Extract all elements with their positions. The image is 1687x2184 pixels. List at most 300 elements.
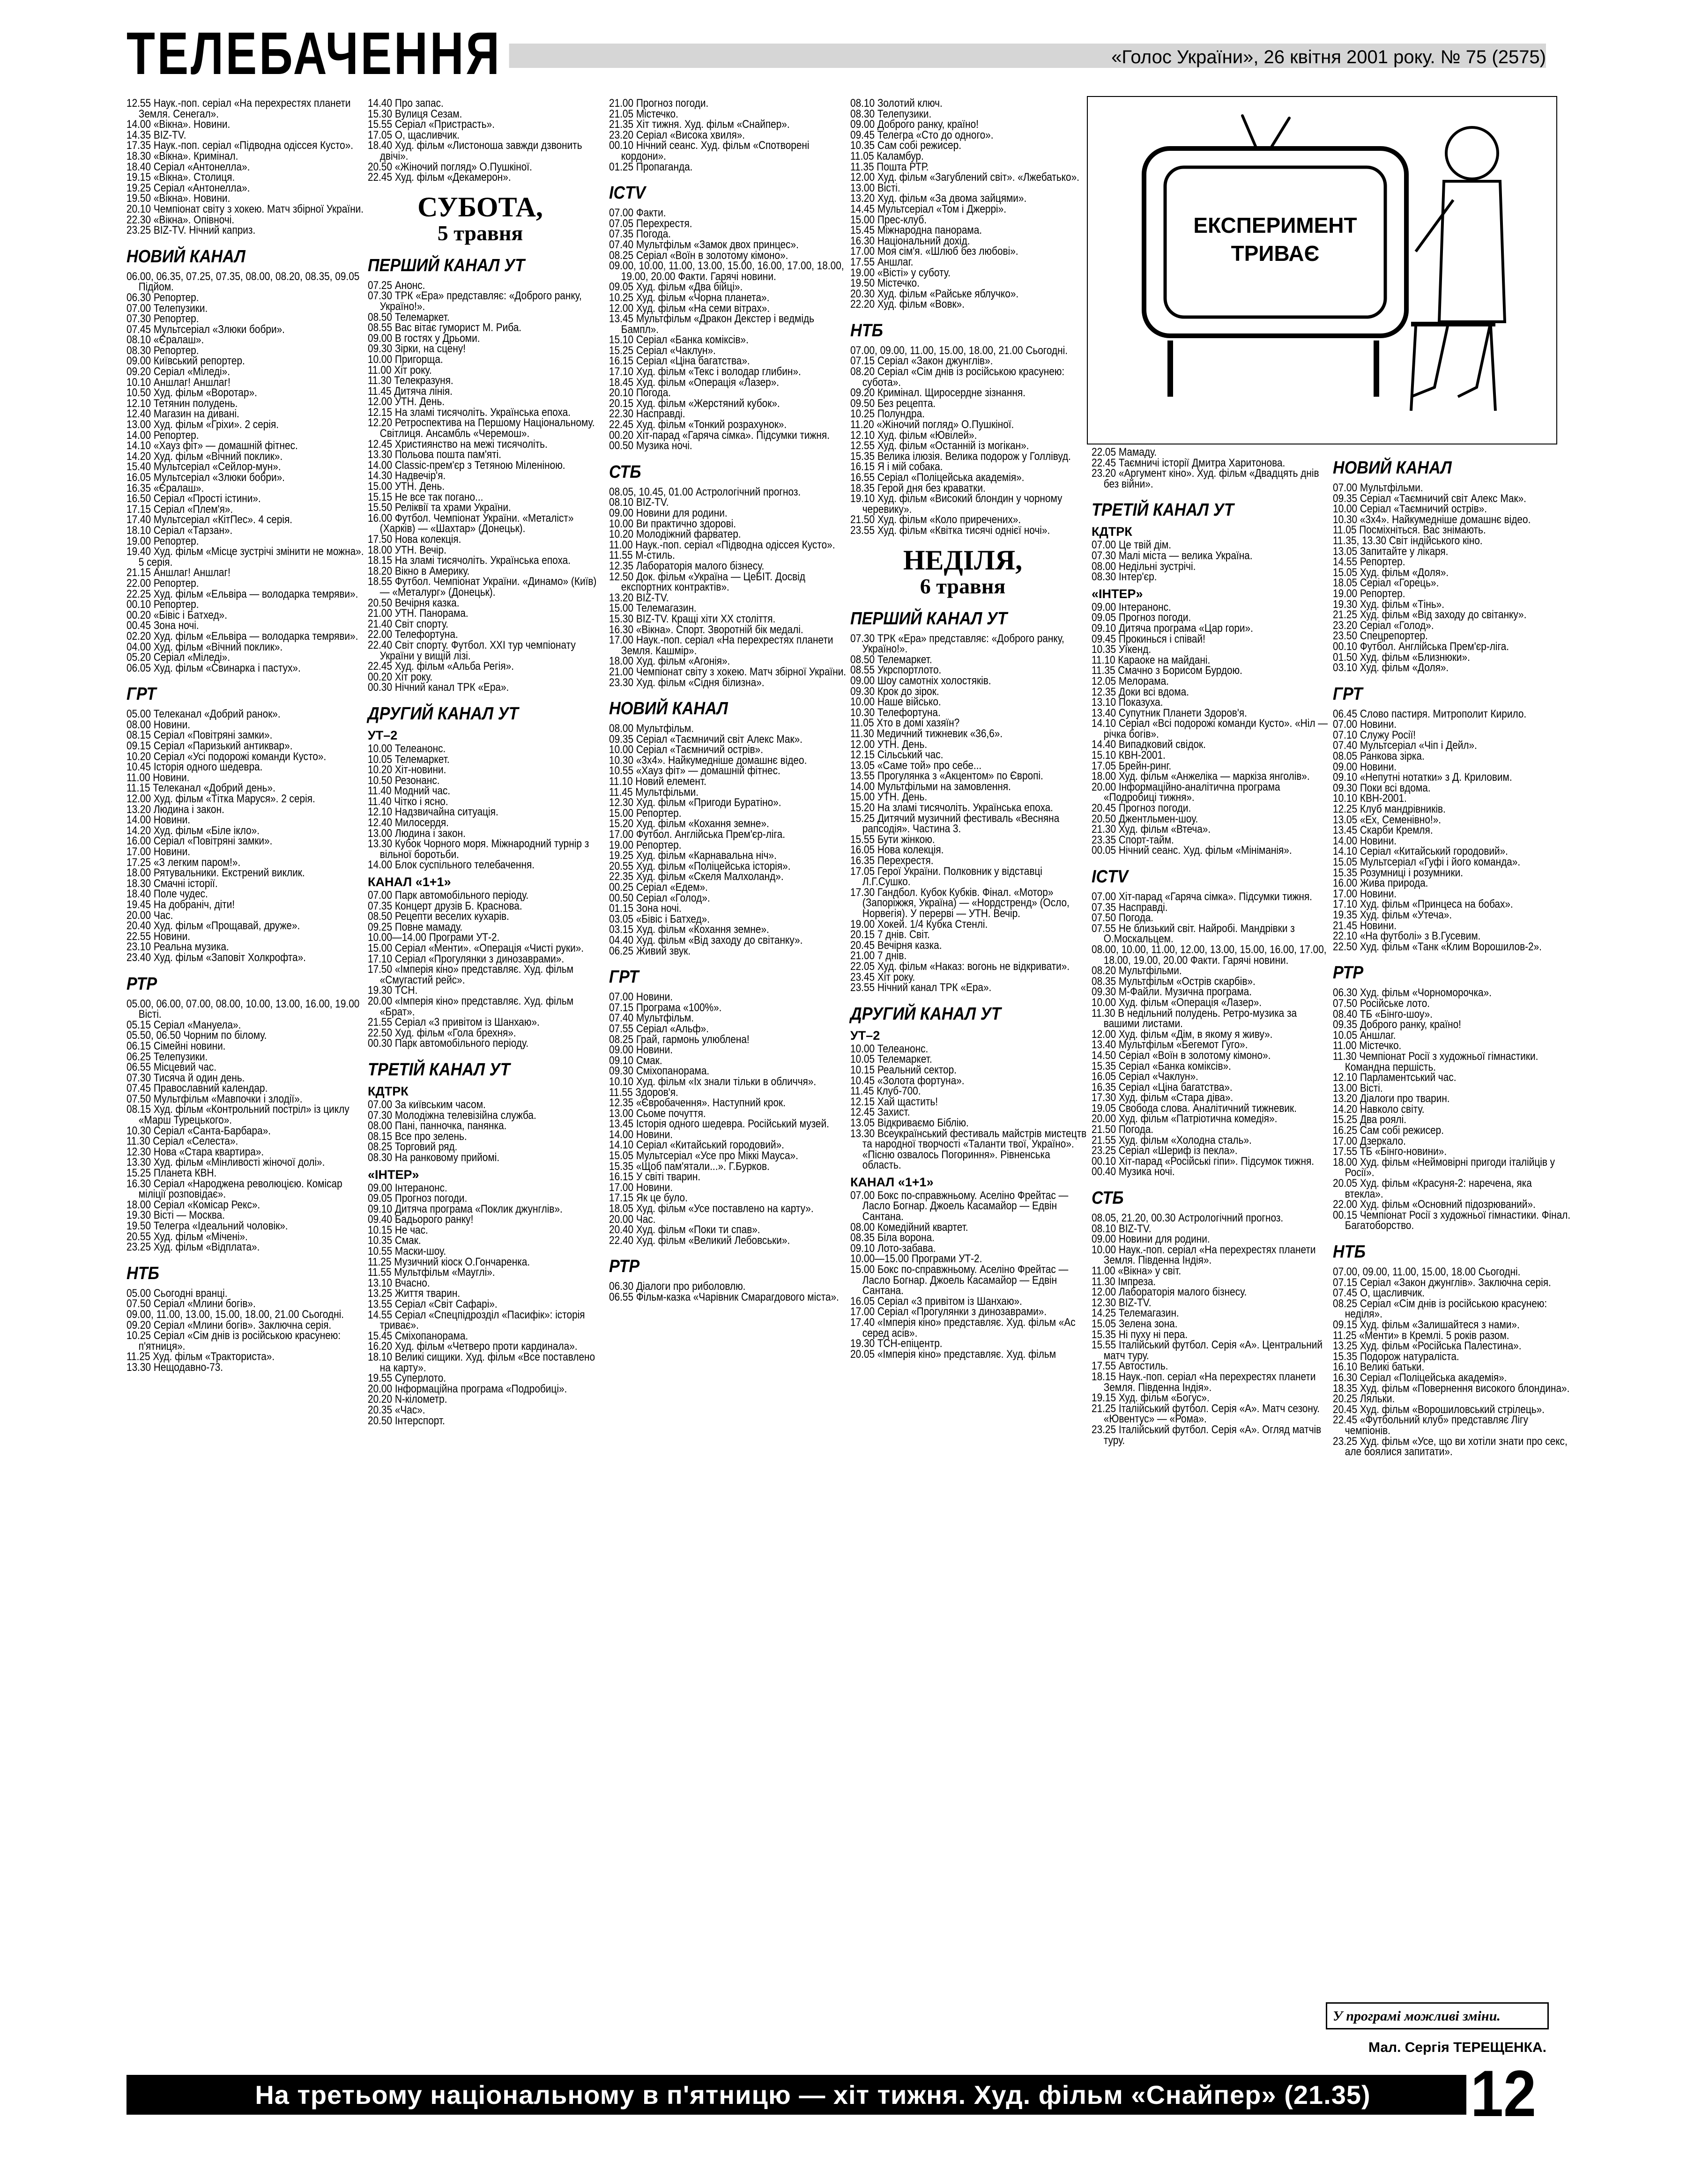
- program-entry: 22.55 Новини.: [126, 930, 190, 943]
- program-entry: 18.30 Смачні історії.: [126, 877, 218, 890]
- program-entry: 13.05 «Саме той» про себе...: [850, 759, 982, 772]
- program-entry: 07.00 Бокс по-справжньому. Аселіно Фрейтас — Ласло Богнар. Джоель Касамайор — Едвін Сантана.: [850, 1189, 1069, 1223]
- program-entry: 10.20 Молодіжний фарватер.: [609, 528, 741, 541]
- program-entry: 18.20 Вікно в Америку.: [368, 564, 470, 577]
- program-entry: 21.50 Погода.: [1092, 1123, 1154, 1136]
- program-entry: 01.50 Худ. фільм «Близнюки».: [1333, 651, 1470, 664]
- program-entry: 07.50 Серіал «Млини богів».: [126, 1297, 256, 1310]
- program-entry: 16.05 Серіал «Чаклун».: [1092, 1070, 1198, 1083]
- program-entry: 08.10 «Єралаш».: [126, 333, 204, 347]
- program-entry: 11.05 Хто в домі хазяїн?: [850, 717, 960, 730]
- subchannel-heading: «ІНТЕР»: [368, 1167, 419, 1182]
- subchannel-heading: КАНАЛ «1+1»: [368, 875, 451, 889]
- program-entry: 22.50 Худ. фільм «Танк «Клим Ворошилов-2».: [1333, 940, 1542, 953]
- program-entry: 07.50 Мультфільм «Мавпочки і злодії».: [126, 1092, 303, 1105]
- program-entry: 16.05 Мультсеріал «Злюки бобри».: [126, 471, 285, 484]
- program-entry: 09.50 Без рецепта.: [850, 397, 936, 410]
- program-entry: 17.05 Герої України. Полковник у відставці Л.Г.Сушко.: [850, 865, 1042, 888]
- program-entry: 17.40 «Імперія кіно» представляє. Худ. фільм «Ас серед асів».: [850, 1316, 1076, 1340]
- program-entry: 20.45 Худ. фільм «Ворошиловський стрілець».: [1333, 1403, 1545, 1416]
- program-entry: 15.35 Подорож натураліста.: [1333, 1350, 1459, 1363]
- program-entry: 09.30 Зірки, на сцену!: [368, 342, 466, 355]
- program-entry: 11.30 В недільний полудень. Ретро-музика за вашими листами.: [1092, 1007, 1297, 1030]
- program-entry: 14.40 Про запас.: [368, 97, 444, 110]
- program-entry: 10.00—14.00 Програми УТ-2.: [368, 931, 500, 944]
- channel-heading: НТБ: [850, 320, 883, 341]
- program-entry: 10.10 КВН-2001.: [1333, 792, 1407, 805]
- program-entry: 09.00, 10.00, 11.00, 13.00, 15.00, 16.00, 17.00, 18.00, 19.00, 20.00 Факти. Гарячі новини.: [609, 259, 844, 283]
- program-entry: 11.35 Смачно з Борисом Бурдою.: [1092, 664, 1242, 677]
- program-entry: 09.00 Київський репортер.: [126, 355, 245, 368]
- program-entry: 23.25 BIZ-TV. Нічний каприз.: [126, 224, 256, 237]
- program-entry: 22.45 Худ. фільм «Декамерон».: [368, 171, 511, 184]
- program-entry: 12.05 Мелорама.: [1092, 674, 1169, 688]
- program-entry: 20.00 Інформаційно-аналітична програма «Подробиці тижня».: [1092, 780, 1280, 804]
- program-entry: 12.25 Клуб мандрівників.: [1333, 803, 1446, 816]
- channel-heading: ГРТ: [609, 967, 639, 987]
- program-entry: 13.55 Прогулянка з «Акцентом» по Європі.: [850, 770, 1043, 783]
- program-entry: 13.30 Нещодавно-73.: [126, 1361, 223, 1374]
- program-entry: 10.00 Наук.-поп. серіал «На перехрестях планети Земля. Південна Індія».: [1092, 1243, 1316, 1267]
- program-entry: 08.20 Мультфільми.: [1092, 964, 1182, 977]
- program-entry: 08.20 Серіал «Сім днів із російською красунею: субота».: [850, 365, 1065, 389]
- program-entry: 15.25 Два роялі.: [1333, 1113, 1407, 1126]
- program-entry: 23.50 Спецрепортер.: [1333, 629, 1428, 643]
- channel-heading: НОВИЙ КАНАЛ: [126, 246, 245, 267]
- program-entry: 06.30 Діалоги про риболовлю.: [609, 1280, 746, 1293]
- program-entry: 11.00 Містечко.: [1333, 1039, 1402, 1052]
- program-entry: 14.00 Classic-прем'єр з Тетяною Міленіною.: [368, 459, 565, 472]
- program-entry: 10.00 Худ. фільм «Операція «Лазер».: [1092, 996, 1262, 1009]
- program-entry: 23.35 Спорт-тайм.: [1092, 833, 1174, 846]
- program-entry: 14.50 Серіал «Воїн в золотому кімоно».: [1092, 1049, 1271, 1062]
- program-entry: 14.40 Випадковий свідок.: [1092, 738, 1206, 751]
- program-entry: 14.10 Серіал «Всі подорожі команди Кусто». «Ніл — річка богів».: [1092, 717, 1328, 740]
- channel-heading: ПЕРШИЙ КАНАЛ УТ: [850, 608, 1007, 629]
- program-entry: 11.40 Чіткo і ясно.: [368, 795, 448, 808]
- program-entry: 23.25 Серіал «Шериф із пекла».: [1092, 1144, 1238, 1157]
- program-entry: 09.20 Серіал «Млини богів». Заключна серія.: [126, 1318, 332, 1332]
- listing-column-4: [850, 97, 1087, 1361]
- program-entry: 09.35 Серіал «Таємничий світ Алекс Мак».: [1333, 492, 1526, 505]
- program-entry: 20.55 Худ. фільм «Поліцейська історія».: [609, 859, 791, 873]
- program-entry: 13.20 Людина і закон.: [126, 803, 224, 816]
- program-entry: 09.20 Серіал «Міледі».: [126, 365, 230, 378]
- program-entry: 00.40 Музика ночі.: [1092, 1165, 1175, 1178]
- program-entry: 07.40 Мультфільм.: [609, 1012, 694, 1025]
- channel-heading: ICTV: [1092, 867, 1128, 887]
- program-entry: 01.15 Зона ночі.: [609, 902, 682, 915]
- footer-banner: [126, 2075, 1499, 2115]
- program-entry: 10.30 «3х4». Найкумедніше домашнє відео.: [1333, 513, 1531, 526]
- viewer-figure: [1411, 127, 1505, 397]
- program-entry: 09.20 Кримінал. Щиросердне зізнання.: [850, 386, 1026, 400]
- program-entry: 12.55 Худ. фільм «Останній із могікан».: [850, 439, 1029, 452]
- program-entry: 20.05 Худ. фільм «Красуня-2: наречена, яка втекла».: [1333, 1177, 1532, 1200]
- program-entry: 10.10 Аншлаг! Аншлаг!: [126, 376, 230, 389]
- program-entry: 00.10 Нічний сеанс. Худ. фільм «Спотворені кордони».: [609, 139, 810, 163]
- section-title: ТЕЛЕБАЧЕННЯ: [126, 26, 509, 82]
- program-entry: 18.40 Серіал «Антонелла».: [126, 160, 250, 173]
- program-entry: 14.30 Надвечір'я.: [368, 469, 446, 482]
- program-entry: 15.05 Мультсеріал «Гуфі і його команда».: [1333, 856, 1521, 868]
- program-entry: 16.00 Футбол. Чемпіонат України. «Металіст» (Харків) — «Шахтар» (Донецьк).: [368, 511, 574, 535]
- program-entry: 17.00 Новини.: [609, 1181, 673, 1194]
- program-entry: 10.20 Серіал «Усі подорожі команди Кусто».: [126, 750, 327, 763]
- program-entry: 12.35 Доки всі вдома.: [1092, 685, 1189, 698]
- program-entry: 12.10 Надзвичайна ситуація.: [368, 806, 498, 819]
- subchannel-heading: КАНАЛ «1+1»: [850, 1175, 934, 1189]
- program-entry: 16.35 «Єралаш».: [126, 481, 204, 495]
- program-entry: 23.20 «Аргумент кіно». Худ. фільм «Двадцять днів без війни».: [1092, 467, 1319, 490]
- program-entry: 20.50 Джентльмен-шоу.: [1092, 812, 1198, 825]
- program-entry: 21.00 Прогноз погоди.: [609, 97, 709, 110]
- program-entry: 21.40 Світ спорту.: [368, 617, 449, 630]
- program-entry: 12.50 Док. фільм «Україна — ЦеБІТ. Досвід експортних контрактів».: [609, 570, 805, 594]
- program-entry: 09.10 «Непутні нотатки» з Д. Криловим.: [1333, 771, 1512, 784]
- program-entry: 10.00 Серіал «Таємничий острів».: [1333, 503, 1487, 516]
- program-entry: 18.35 Герой дня без краватки.: [850, 481, 986, 495]
- program-entry: 10.45 «Золота фортуна».: [850, 1074, 965, 1087]
- program-entry: 20.35 «Час».: [368, 1403, 425, 1416]
- program-entry: 14.10 Серіал «Китайський городовий».: [609, 1139, 784, 1152]
- program-entry: 08.10 BIZ-TV.: [609, 496, 669, 509]
- program-entry: 11.30 Серіал «Селеста».: [126, 1135, 238, 1148]
- program-entry: 07.00 Телепузики.: [126, 302, 208, 315]
- program-entry: 17.15 Серіал «Плем'я».: [126, 503, 233, 516]
- program-entry: 11.05 Посміхніться. Вас знімають.: [1333, 524, 1486, 537]
- program-entry: 09.10 Дитяча програма «Поклик джунглів».: [368, 1202, 563, 1215]
- program-entry: 00.30 Парк автомобільного періоду.: [368, 1037, 529, 1050]
- program-entry: 12.20 Ретроспектива на Першому Національному. Світлиця. Ансамбль «Черемош».: [368, 416, 595, 440]
- program-entry: 19.00 «Вісті» у суботу.: [850, 266, 951, 279]
- program-entry: 10.50 Худ. фільм «Воротар».: [126, 386, 257, 400]
- program-entry: 13.00 Худ. фільм «Гріхи». 2 серія.: [126, 418, 279, 431]
- program-entry: 15.55 Бути жінкою.: [850, 833, 935, 846]
- program-entry: 23.25 Італійський футбол. Серія «А». Огляд матчів туру.: [1092, 1423, 1322, 1447]
- program-entry: 18.55 Футбол. Чемпіонат України. «Динамо» (Київ) — «Металург» (Донецьк).: [368, 575, 597, 599]
- program-entry: 12.10 Парламентський час.: [1333, 1071, 1457, 1084]
- program-entry: 18.35 Худ. фільм «Повернення високого блондина».: [1333, 1382, 1570, 1395]
- program-entry: 09.10 Лото-забава.: [850, 1242, 936, 1255]
- program-entry: 18.30 «Вікна». Кримінал.: [126, 149, 238, 163]
- program-entry: 15.45 Сміхопанорама.: [368, 1329, 468, 1342]
- screen-caption-line2: ТРИВАЄ: [1231, 241, 1320, 266]
- program-entry: 14.00 Мультфільми на замовлення.: [850, 780, 1011, 793]
- program-entry: 15.35 Ні пуху ні пера.: [1092, 1328, 1188, 1341]
- program-entry: 19.45 На добраніч, діти!: [126, 898, 235, 911]
- program-entry: 10.00 Серіал «Таємничий острів».: [609, 743, 763, 756]
- program-entry: 11.30 Чемпіонат Росії з художньої гімнастики. Командна першість.: [1333, 1050, 1538, 1073]
- program-entry: 21.55 Худ. фільм «Холодна сталь».: [1092, 1133, 1252, 1147]
- program-entry: 20.00 «Імперія кіно» представляє. Худ. фільм «Брат».: [368, 994, 574, 1018]
- program-entry: 05.00 Сьогодні вранці.: [126, 1287, 228, 1300]
- program-entry: 07.00 Новини.: [609, 991, 673, 1004]
- program-entry: 11.45 Мультфільми.: [609, 785, 699, 799]
- program-entry: 11.20 «Жіночий погляд» О.Пушкіної.: [850, 418, 1014, 431]
- program-entry: 17.55 Автостиль.: [1092, 1360, 1168, 1373]
- program-entry: 21.15 Аншлаг! Аншлаг!: [126, 566, 230, 579]
- program-entry: 10.00 Наше військо.: [850, 696, 941, 709]
- listing-column-1: [126, 97, 364, 1374]
- channel-heading: ТРЕТІЙ КАНАЛ УТ: [1092, 500, 1234, 520]
- program-entry: 23.40 Худ. фільм «Заповіт Холкрофта».: [126, 951, 306, 964]
- program-entry: 13.25 Худ. фільм «Російська Палестина».: [1333, 1340, 1522, 1353]
- program-entry: 16.20 Худ. фільм «Четверо проти кардинала».: [368, 1340, 578, 1353]
- program-entry: 20.25 Ляльки.: [1333, 1392, 1395, 1406]
- program-entry: 17.40 Мультсеріал «КітПес». 4 серія.: [126, 513, 293, 526]
- program-entry: 16.30 Серіал «Поліцейська академія».: [1333, 1371, 1507, 1384]
- program-entry: 21.55 Серіал «3 привітом із Шанхаю».: [368, 1016, 540, 1029]
- program-entry: 12.10 Тетянин полудень.: [126, 397, 238, 410]
- program-entry: 08.00 Комедійний квартет.: [850, 1221, 968, 1234]
- program-entry: 14.20 Навколо світу.: [1333, 1103, 1425, 1116]
- program-entry: 15.30 Вулиця Сезам.: [368, 107, 462, 120]
- program-entry: 19.55 Суперлото.: [368, 1372, 446, 1385]
- program-entry: 16.30 Національний дохід.: [850, 234, 970, 247]
- channel-heading: ДРУГИЙ КАНАЛ УТ: [368, 703, 519, 724]
- program-entry: 15.05 Зелена зона.: [1092, 1317, 1178, 1330]
- program-entry: 13.20 BIZ-TV.: [609, 591, 669, 604]
- program-entry: 09.35 Серіал «Таємничий світ Алекс Мак».: [609, 733, 803, 746]
- channel-heading: НОВИЙ КАНАЛ: [609, 699, 728, 719]
- program-entry: 08.35 Біла ворона.: [850, 1231, 935, 1244]
- program-entry: 17.30 Худ. фільм «Стара діва».: [1092, 1091, 1234, 1104]
- program-entry: 07.05 Перехрестя.: [609, 217, 692, 230]
- program-entry: 07.30 Репортер.: [126, 312, 199, 326]
- program-entry: 18.00 Худ. фільм «Анжеліка — маркіза янголів».: [1092, 770, 1310, 783]
- program-entry: 22.50 Худ. фільм «Гола брехня».: [368, 1026, 516, 1039]
- program-entry: 23.20 Серіал «Висока хвиля».: [609, 128, 745, 141]
- program-entry: 10.15 Реальний сектор.: [850, 1063, 957, 1076]
- program-entry: 11.55 М-стиль.: [609, 549, 675, 562]
- program-entry: 08.00, 10.00, 11.00, 12.00, 13.00, 15.00, 16.00, 17.00, 18.00, 19.00, 20.00 Факти. Гарячі новини.: [1092, 943, 1327, 967]
- program-entry: 12.40 Магазин на дивані.: [126, 407, 239, 421]
- program-entry: 18.40 Худ. фільм «Листоноша завжди дзвонить двічі».: [368, 139, 582, 163]
- program-entry: 18.00 Худ. фільм «Неймовірні пригоди італійців у Росії».: [1333, 1155, 1555, 1179]
- program-entry: 08.30 Телепузики.: [850, 107, 932, 120]
- program-entry: 22.40 Худ. фільм «Великий Лебовськи».: [609, 1234, 790, 1247]
- program-entry: 15.30 BIZ-TV. Кращі хіти XX століття.: [609, 612, 776, 625]
- program-entry: 11.00 Новини.: [126, 771, 190, 784]
- program-entry: 12.00 УТН. День.: [850, 738, 928, 751]
- program-entry: 14.20 Худ. фільм «Вічний поклик».: [126, 450, 283, 463]
- program-entry: 13.05 Запитайте у лікаря.: [1333, 545, 1449, 558]
- program-entry: 20.30 Худ. фільм «Райське яблучко».: [850, 287, 1019, 300]
- program-entry: 12.30 BIZ-TV.: [1092, 1296, 1152, 1309]
- program-entry: 07.30 Малі міста — велика Україна.: [1092, 549, 1253, 562]
- program-entry: 20.00 Інформаційна програма «Подробиці».: [368, 1382, 567, 1395]
- program-entry: 19.00 Репортер.: [126, 534, 199, 548]
- program-entry: 13.55 Серіал «Світ Сафарі».: [368, 1298, 498, 1311]
- program-entry: 11.25 Худ. фільм «Тракториста».: [126, 1350, 275, 1363]
- program-entry: 13.45 Скарби Кремля.: [1333, 824, 1433, 837]
- program-entry: 15.20 На зламі тисячоліть. Українська епоха.: [850, 801, 1053, 814]
- program-entry: 23.20 Серіал «Голод».: [1333, 619, 1434, 632]
- program-entry: 08.05, 21.20, 00.30 Астрологічний прогноз.: [1092, 1212, 1284, 1225]
- program-entry: 09.40 Бадьорого ранку!: [368, 1213, 474, 1226]
- program-entry: 10.05 Аншлаг.: [1333, 1029, 1396, 1042]
- program-entry: 15.35 Розумниці і розумники.: [1333, 866, 1464, 879]
- program-entry: 19.25 Худ. фільм «Карнавальна ніч».: [609, 849, 777, 862]
- program-entry: 16.15 Серіал «Ціна багатства».: [609, 355, 750, 368]
- program-entry: 11.10 Караоке на майдані.: [1092, 653, 1211, 666]
- program-entry: 10.10 Худ. фільм «Іх знали тільки в обличчя».: [609, 1075, 817, 1088]
- program-entry: 16.35 Серіал «Ціна багатства».: [1092, 1081, 1233, 1094]
- program-entry: 18.00 УТН. Вечір.: [368, 543, 446, 556]
- program-entry: 11.55 Мультфільм «Мауглі».: [368, 1266, 495, 1279]
- program-entry: 13.20 Діалоги про тварин.: [1333, 1092, 1450, 1105]
- program-entry: 16.35 Перехрестя.: [850, 854, 934, 867]
- program-entry: 20.45 Вечірня казка.: [850, 939, 942, 952]
- program-entry: 09.00 Інтеранонс.: [1092, 600, 1171, 614]
- program-entry: 10.25 Худ. фільм «Чорна планета».: [609, 291, 770, 304]
- program-entry: 16.00 Серіал «Повітряні замки».: [126, 835, 273, 848]
- program-entry: 14.55 Репортер.: [1333, 555, 1405, 569]
- program-entry: 10.00 Телеанонс.: [850, 1042, 929, 1055]
- program-entry: 09.00 Шоу самотніх холостяків.: [850, 674, 991, 687]
- program-entry: 22.25 Худ. фільм «Ельвіра — володарка темряви».: [126, 587, 358, 600]
- program-entry: 00.10 Репортер.: [126, 598, 199, 611]
- program-entry: 20.50 «Жіночий погляд» О.Пушкіної.: [368, 160, 532, 173]
- program-entry: 20.15 7 днів. Світ.: [850, 928, 930, 941]
- program-entry: 00.20 Хіт-парад «Гаряча сімка». Підсумки тижня.: [609, 429, 830, 442]
- program-entry: 11.30 Імпреза.: [1092, 1275, 1156, 1288]
- channel-heading: ТРЕТІЙ КАНАЛ УТ: [368, 1059, 510, 1080]
- program-entry: 14.55 Серіал «Спецпідрозділ «Пасифік»: історія триває».: [368, 1308, 585, 1332]
- program-entry: 12.00 УТН. День.: [368, 395, 445, 408]
- program-entry: 06.05 Худ. фільм «Свинарка і пастух».: [126, 661, 301, 674]
- program-entry: 07.45 О, щасливчик.: [1333, 1287, 1425, 1300]
- program-entry: 15.35 Велика ілюзія. Велика подорож у Голлівуд.: [850, 450, 1071, 463]
- program-entry: 17.55 Аншлаг.: [850, 255, 914, 268]
- program-entry: 21.00 УТН. Панорама.: [368, 607, 468, 620]
- program-entry: 10.00 Телеанонс.: [368, 742, 446, 755]
- program-entry: 00.20 «Бівіс і Батхед».: [126, 608, 227, 622]
- program-entry: 15.00 Бокс по-справжньому. Аселіно Фрейтас — Ласло Богнар. Джоель Касамайор — Едвін Сантана.: [850, 1263, 1069, 1297]
- program-entry: 09.05 Худ. фільм «Два бійці».: [609, 281, 743, 294]
- program-entry: 13.30 Всеукраїнський фестиваль майстрів мистецтв та народної творчості «Таланти твої, Україно». «Пісню озвалось Погориння». Рівненська область.: [850, 1127, 1087, 1172]
- program-entry: 09.00 Новини.: [609, 1044, 673, 1057]
- program-entry: 22.45 Худ. фільм «Альба Регія».: [368, 660, 514, 673]
- program-entry: 23.25 Худ. фільм «Усе, що ви хотіли знати про секс, але боялися запитати».: [1333, 1435, 1568, 1458]
- program-entry: 00.15 Чемпіонат Росії з художньої гімнастики. Фінал. Багатоборство.: [1333, 1208, 1571, 1232]
- program-entry: 17.00 Моя сім'я. «Шлюб без любові».: [850, 245, 1018, 258]
- program-entry: 22.45 Таємничі історії Дмитра Харитонова.: [1092, 456, 1286, 469]
- listing-column-2: [368, 97, 597, 1427]
- program-entry: 18.00 Худ. фільм «Агонія».: [609, 655, 730, 668]
- program-entry: 07.15 Програма «100%».: [609, 1001, 722, 1014]
- program-entry: 23.45 Хіт року.: [850, 970, 915, 984]
- program-entry: 13.40 Мультфільм «Бегемот Гуго».: [1092, 1038, 1248, 1051]
- program-entry: 15.20 Худ. фільм «Кохання земне».: [609, 817, 769, 830]
- program-entry: 00.05 Нічний сеанс. Худ. фільм «Мініманія».: [1092, 844, 1292, 857]
- program-entry: 17.30 Гандбол. Кубок Кубків. Фінал. «Мотор» (Запоріжжя, Україна) — «Нордстренд» (Осло, Норвегія). У перерві — УТН. Вечір.: [850, 886, 1070, 920]
- cartoon: [1087, 96, 1557, 444]
- program-entry: 10.30 Телефортуна.: [850, 706, 941, 719]
- program-entry: 07.30 Тисяча й один день.: [126, 1071, 245, 1084]
- program-entry: 13.00 Вісті.: [850, 181, 900, 194]
- program-entry: 08.40 ТБ «Бінго-шоу».: [1333, 1007, 1433, 1021]
- program-entry: 15.05 Мультсеріал «Усе про Міккі Мауса».: [609, 1149, 798, 1162]
- program-entry: 07.15 Серіал «Закон джунглів».: [850, 355, 993, 368]
- channel-heading: СТБ: [609, 462, 641, 482]
- subchannel-heading: УТ–2: [368, 728, 398, 742]
- program-entry: 18.00 Рятувальники. Екстрений виклик.: [126, 866, 305, 880]
- program-entry: 11.25 «Менти» в Кремлі. 5 років разом.: [1333, 1329, 1509, 1342]
- program-entry: 08.10 BIZ-TV.: [1092, 1222, 1152, 1235]
- program-entry: 18.00 Серіал «Комісар Рекс».: [126, 1198, 260, 1211]
- program-entry: 15.25 Планета КВН.: [126, 1167, 217, 1180]
- antenna-right: [1271, 118, 1289, 148]
- program-entry: 10.00—15.00 Програми УТ-2.: [850, 1252, 982, 1266]
- program-entry: 19.15 Худ. фільм «Богус».: [1092, 1392, 1210, 1405]
- program-entry: 07.55 Серіал «Альф».: [609, 1022, 709, 1035]
- program-entry: 15.45 Міжнародна панорама.: [850, 224, 982, 237]
- program-entry: 20.45 Прогноз погоди.: [1092, 802, 1191, 815]
- program-entry: 15.25 Серіал «Чаклун».: [609, 344, 716, 357]
- program-entry: 17.05 О, щасливчик.: [368, 128, 460, 141]
- program-entry: 22.05 Худ. фільм «Наказ: вогонь не відкривати».: [850, 960, 1070, 973]
- program-entry: 15.00 Прес-клуб.: [850, 213, 927, 226]
- program-entry: 21.05 Містечко.: [609, 107, 678, 120]
- program-entry: 00.10 Хіт-парад «Російські гіпи». Підсумок тижня.: [1092, 1155, 1314, 1168]
- program-entry: 15.35 «Щоб пам'ятали...». Г.Бурков.: [609, 1160, 770, 1173]
- program-entry: 12.30 Нова «Стара квартира».: [126, 1145, 264, 1158]
- program-entry: 12.00 Худ. фільм «Тітка Маруся». 2 серія.: [126, 792, 315, 806]
- program-entry: 22.45 «Футбольний клуб» представляє Лігу чемпіонів.: [1333, 1414, 1528, 1437]
- program-entry: 17.10 Худ. фільм «Принцеса на бобах».: [1333, 898, 1513, 911]
- program-entry: 06.55 Місцевий час.: [126, 1061, 217, 1074]
- program-entry: 15.55 Італійський футбол. Серія «А». Центральний матч туру.: [1092, 1339, 1323, 1362]
- program-entry: 16.15 Я і мій собака.: [850, 460, 943, 474]
- program-entry: 16.10 Великі батьки.: [1333, 1361, 1425, 1374]
- program-entry: 11.00 «Вікна» у світ.: [1092, 1265, 1182, 1277]
- program-entry: 09.00 Доброго ранку, країно!: [850, 118, 979, 131]
- program-entry: 22.30 Насправді.: [609, 407, 685, 421]
- note-text: У програмі можливі зміни.: [1333, 2008, 1501, 2024]
- program-entry: 20.10 Погода.: [609, 386, 671, 400]
- program-entry: 06.00, 06.35, 07.25, 07.35, 08.00, 08.20, 08.35, 09.05 Підйом.: [126, 270, 360, 294]
- program-entry: 08.25 Грай, гармонь улюблена!: [609, 1033, 750, 1046]
- program-entry: 05.00, 06.00, 07.00, 08.00, 10.00, 13.00, 16.00, 19.00 Вісті.: [126, 997, 360, 1021]
- program-entry: 21.25 Італійський футбол. Серія «А». Матч сезону. «Ювентус» — «Рома».: [1092, 1402, 1320, 1426]
- program-entry: 16.30 Серіал «Народжена революцією. Комісар міліції розповідає».: [126, 1177, 342, 1201]
- program-entry: 23.30 Худ. фільм «Сідня білизна».: [609, 676, 765, 689]
- program-entry: 07.45 Православний календар.: [126, 1082, 268, 1095]
- program-entry: 18.15 Наук.-поп. серіал «На перехрестях планети Земля. Південна Індія».: [1092, 1370, 1316, 1394]
- subchannel-heading: КДТРК: [1092, 525, 1132, 539]
- program-entry: 10.35 Сам собі режисер.: [850, 139, 962, 152]
- stool-leg: [1491, 326, 1495, 411]
- program-entry: 22.10 «На футболі» з В.Гусевим.: [1333, 930, 1481, 943]
- program-entry: 19.30 Худ. фільм «Тінь».: [1333, 598, 1445, 611]
- program-entry: 12.35 Лабораторія малого бізнесу.: [609, 559, 765, 572]
- program-entry: 09.10 Смак.: [609, 1054, 662, 1067]
- program-entry: 07.15 Серіал «Закон джунглів». Заключна серія.: [1333, 1276, 1551, 1289]
- program-entry: 09.10 Дитяча програма «Цар гори».: [1092, 622, 1253, 635]
- program-entry: 08.30 На ранковому прийомі.: [368, 1151, 500, 1164]
- program-entry: 12.35 «Євробачення». Наступний крок.: [609, 1096, 786, 1110]
- program-entry: 20.20 N-кілометр.: [368, 1393, 447, 1406]
- program-entry: 09.05 Прогноз погоди.: [1092, 611, 1191, 624]
- program-entry: 04.00 Худ. фільм «Вічний поклик».: [126, 640, 283, 653]
- program-entry: 07.30 Молодіжна телевізійна служба.: [368, 1109, 536, 1122]
- program-entry: 15.10 Серіал «Банка коміксів».: [609, 333, 749, 347]
- masthead: [126, 20, 1546, 87]
- program-entry: 08.00 Новини.: [126, 718, 190, 731]
- program-entry: 06.15 Сімейні новини.: [126, 1039, 226, 1052]
